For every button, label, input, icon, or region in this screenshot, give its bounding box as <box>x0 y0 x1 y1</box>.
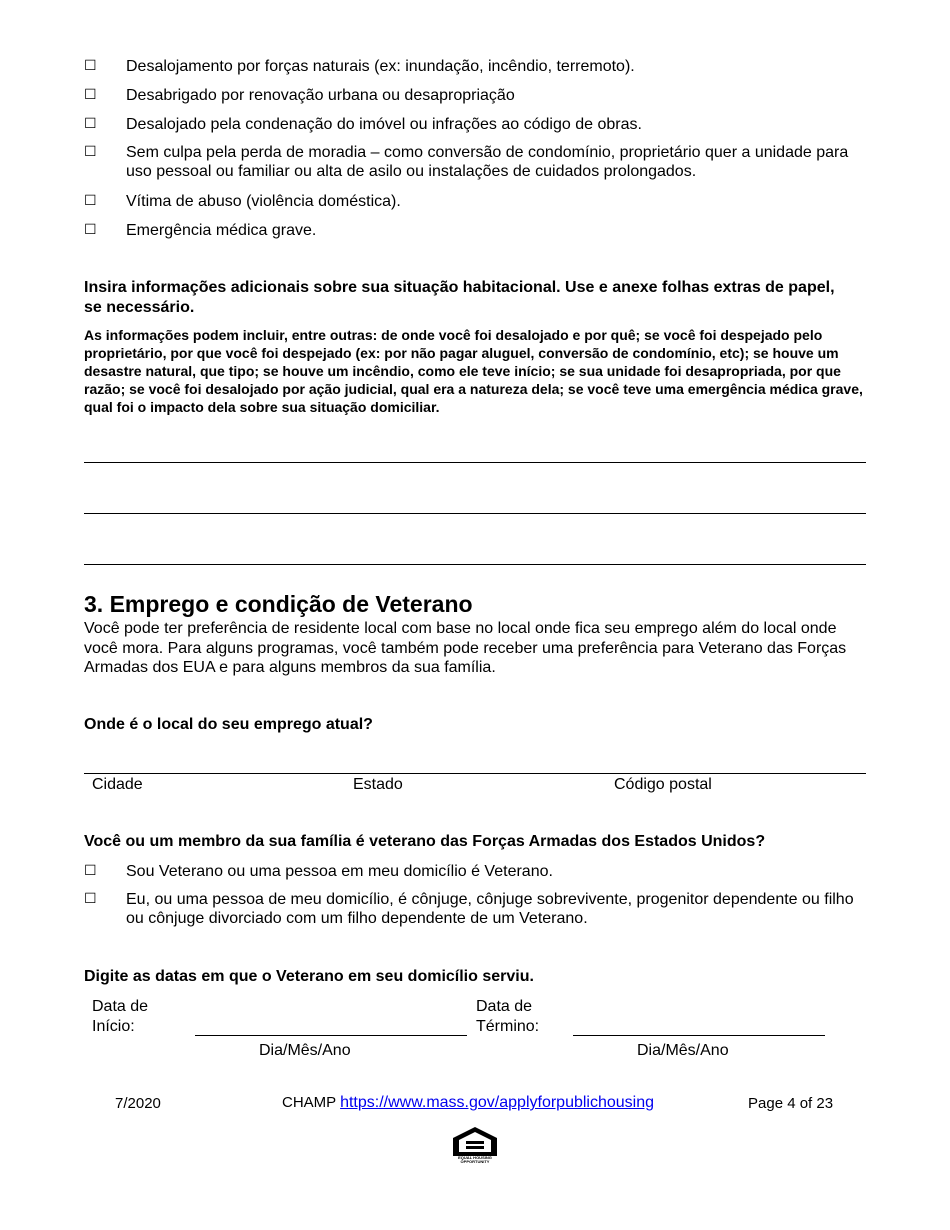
employment-input-line[interactable] <box>84 773 866 774</box>
footer-date: 7/2020 <box>115 1095 161 1112</box>
checkbox-label: Eu, ou uma pessoa de meu domicílio, é cônjuge, cônjuge sobrevivente, progenitor dependente ou filho ou cônjuge divorciado com um filho dependente de um Veterano. <box>126 891 854 927</box>
checkbox-label: Emergência médica grave. <box>126 222 317 239</box>
checkbox-icon[interactable]: ☐ <box>84 891 97 907</box>
checkbox-icon[interactable]: ☐ <box>84 116 97 132</box>
checkbox-label: Desalojamento por forças naturais (ex: inundação, incêndio, terremoto). <box>126 58 635 75</box>
answer-line[interactable] <box>84 564 866 565</box>
checkbox-icon[interactable]: ☐ <box>84 222 97 238</box>
checkbox-label: Sem culpa pela perda de moradia – como conversão de condomínio, proprietário quer a unidade para uso pessoal ou familiar ou alta de asilo ou instalações de cuidados prolongados. <box>126 144 849 180</box>
section-intro: Você pode ter preferência de residente local com base no local onde fica seu emprego além do local onde você mora. Para alguns programas, você também pode receber uma preferência para Veterano das Forças Armadas dos EUA e para alguns membros da sua família. <box>84 620 847 676</box>
additional-info-heading: Insira informações adicionais sobre sua situação habitacional. Use e anexe folhas extras de papel, se necessário. <box>84 279 835 316</box>
footer-page-number: Page 4 of 23 <box>748 1095 834 1112</box>
checkbox-icon[interactable]: ☐ <box>84 144 97 160</box>
checkbox-label: Desabrigado por renovação urbana ou desapropriação <box>126 87 515 104</box>
start-date-input-line[interactable] <box>195 1035 467 1036</box>
end-date-input-line[interactable] <box>573 1035 825 1036</box>
end-date-label <box>476 997 539 1036</box>
start-date-format: Dia/Mês/Ano <box>259 1042 351 1059</box>
dates-heading: Digite as datas em que o Veterano em seu domicílio serviu. <box>84 968 534 985</box>
footer-org: CHAMP <box>282 1094 336 1111</box>
checkbox-icon[interactable]: ☐ <box>84 863 97 879</box>
footer-link[interactable]: https://www.mass.gov/applyforpublichousing <box>340 1094 655 1111</box>
zip-label: Código postal <box>614 776 712 793</box>
checkbox-label: Desalojado pela condenação do imóvel ou infrações ao código de obras. <box>126 116 642 133</box>
employment-question: Onde é o local do seu emprego atual? <box>84 716 373 733</box>
equal-housing-logo <box>450 1125 500 1165</box>
checkbox-label: Sou Veterano ou uma pessoa em meu domicílio é Veterano. <box>126 863 553 880</box>
section-title: 3. Emprego e condição de Veterano <box>84 591 473 617</box>
checkbox-icon[interactable]: ☐ <box>84 193 97 209</box>
checkbox-label: Vítima de abuso (violência doméstica). <box>126 193 401 210</box>
start-date-label-line1: Data de <box>92 998 149 1015</box>
end-date-format: Dia/Mês/Ano <box>637 1042 729 1059</box>
veteran-question: Você ou um membro da sua família é veterano das Forças Armadas dos Estados Unidos? <box>84 833 766 850</box>
start-date-label <box>92 997 148 1036</box>
answer-line[interactable] <box>84 513 866 514</box>
equal-housing-text: EQUAL HOUSING OPPORTUNITY <box>458 1155 492 1164</box>
start-date-label-line2: Início: <box>92 1017 135 1035</box>
checkbox-icon[interactable]: ☐ <box>84 58 97 74</box>
end-date-label-line1: Data de <box>476 998 533 1015</box>
additional-info-note: As informações podem incluir, entre outras: de onde você foi desalojado e por quê; se você foi despejado pelo proprietário, por que você foi despejado (ex: por não pagar aluguel, conversão de condomínio, etc); se houve um desastre natural, que tipo; se houve um incêndio, como ele teve início; se sua unidade foi desapropriada, por que razão; se você foi desalojado por ação judicial, qual era a natureza dela; se você teve uma emergência médica grave, qual foi o impacto dela sobre sua situação domiciliar. <box>84 327 863 415</box>
answer-line[interactable] <box>84 462 866 463</box>
state-label: Estado <box>353 776 403 793</box>
checkbox-icon[interactable]: ☐ <box>84 87 97 103</box>
end-date-label-line2: Término: <box>476 1017 540 1035</box>
footer-center <box>282 1094 654 1112</box>
city-label: Cidade <box>92 776 143 793</box>
